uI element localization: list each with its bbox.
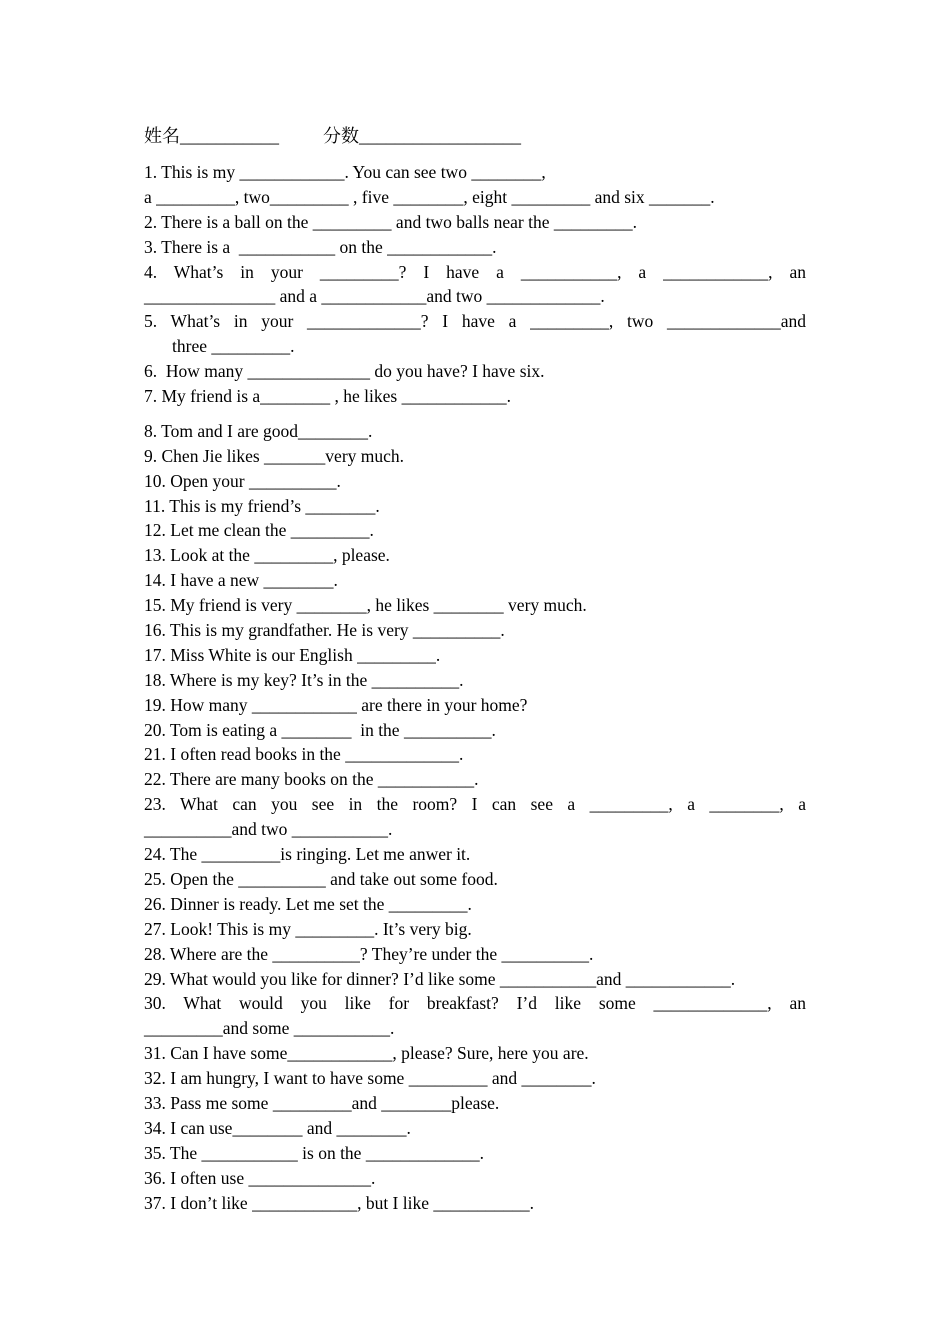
header-row — [144, 124, 521, 148]
question-line: 37. I don’t like ____________, but I like ___________. — [144, 1192, 534, 1213]
question-line: 13. Look at the _________, please. — [144, 545, 390, 566]
question-line: 25. Open the __________ and take out some food. — [144, 868, 498, 889]
question-line: 1. This is my ____________. You can see two ________, — [144, 162, 546, 182]
question-line: 27. Look! This is my _________. It’s very big. — [144, 918, 472, 939]
question-line: 20. Tom is eating a ________ in the __________. — [144, 719, 496, 740]
question-line: a _________, two_________ , five ________, eight _________ and six _______. — [144, 186, 715, 207]
question-line: 28. Where are the __________? They’re under the __________. — [144, 943, 594, 964]
score-label: 分数__________________ — [323, 126, 521, 146]
question-line: 19. How many ____________ are there in your home? — [144, 694, 528, 715]
question-line: 7. My friend is a________ , he likes ____________. — [144, 386, 511, 407]
question-line: 14. I have a new ________. — [144, 570, 338, 591]
question-line: 18. Where is my key? It’s in the __________. — [144, 669, 464, 690]
question-line: 10. Open your __________. — [144, 470, 341, 491]
question-line: 21. I often read books in the _____________. — [144, 744, 464, 765]
question-line: 5. What’s in your _____________? I have a _________, two _____________and — [144, 311, 806, 332]
question-line: 9. Chen Jie likes _______very much. — [144, 445, 405, 466]
question-line: 16. This is my grandfather. He is very __________. — [144, 620, 505, 641]
question-line: _______________ and a ____________and two _____________. — [144, 286, 605, 307]
question-line: 24. The _________is ringing. Let me anwer it. — [144, 844, 471, 865]
question-line: 36. I often use ______________. — [144, 1167, 376, 1188]
question-line: 3. There is a ___________ on the ____________. — [144, 236, 497, 257]
question-line: 8. Tom and I are good________. — [144, 420, 373, 441]
question-line: 26. Dinner is ready. Let me set the _________. — [144, 893, 472, 914]
question-line: 33. Pass me some _________and ________please. — [144, 1092, 500, 1113]
name-label: 姓名___________ — [144, 126, 279, 146]
question-line: three _________. — [172, 336, 295, 357]
question-line: 29. What would you like for dinner? I’d like some ___________and ____________. — [144, 968, 736, 989]
question-line: 32. I am hungry, I want to have some _________ and ________. — [144, 1068, 596, 1089]
question-line: 11. This is my friend’s ________. — [144, 495, 380, 516]
question-line: 12. Let me clean the _________. — [144, 520, 374, 541]
question-line: 34. I can use________ and ________. — [144, 1117, 411, 1138]
question-line: 30. What would you like for breakfast? I’d like some _____________, an — [144, 993, 806, 1014]
question-line: 6. How many ______________ do you have? I have six. — [144, 361, 545, 382]
question-line: __________and two ___________. — [144, 819, 393, 840]
question-line: 4. What’s in your _________? I have a ___________, a ____________, an — [144, 261, 806, 282]
question-line: 17. Miss White is our English _________. — [144, 644, 441, 665]
question-line: 2. There is a ball on the _________ and two balls near the _________. — [144, 211, 637, 232]
question-line: 15. My friend is very ________, he likes ________ very much. — [144, 595, 587, 616]
question-line: _________and some ___________. — [144, 1018, 395, 1039]
question-line: 22. There are many books on the ___________. — [144, 769, 479, 790]
question-line: 35. The ___________ is on the _____________. — [144, 1142, 484, 1163]
question-line: 31. Can I have some____________, please? Sure, here you are. — [144, 1043, 589, 1064]
section-gap — [144, 409, 806, 419]
question-line: 23. What can you see in the room? I can see a _________, a ________, a — [144, 794, 806, 815]
question-list — [144, 160, 806, 1215]
